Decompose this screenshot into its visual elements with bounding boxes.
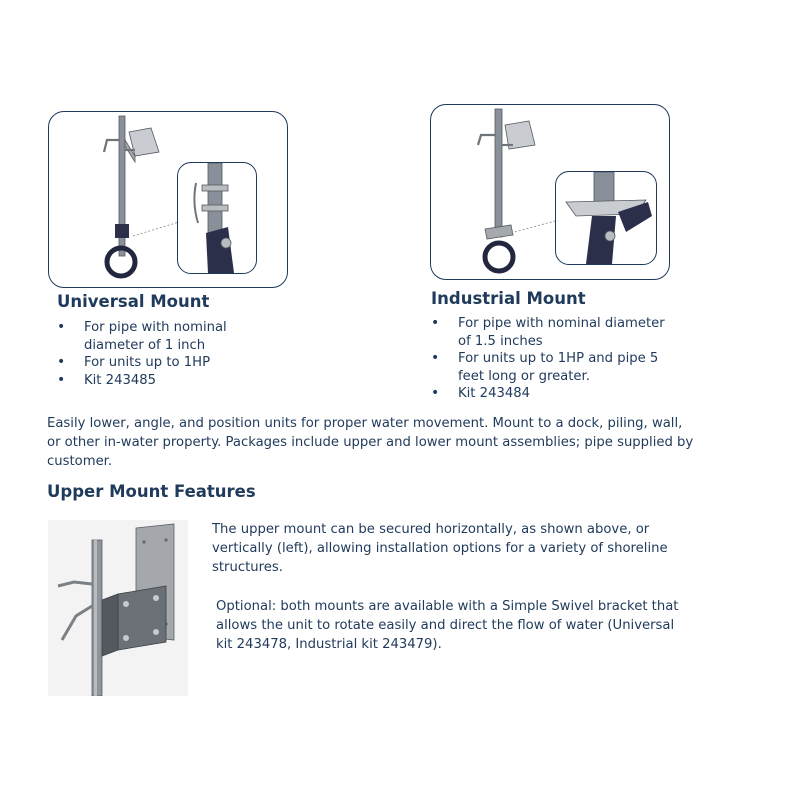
industrial-mount-title: Industrial Mount [431, 289, 586, 308]
list-item: • Kit 243484 [431, 385, 676, 403]
list-item: • Kit 243485 [57, 372, 257, 390]
universal-mount-specs [57, 319, 257, 389]
upper-mount-features-heading: Upper Mount Features [47, 482, 256, 501]
list-item: • For pipe with nominal diameter of 1 inch [57, 319, 257, 354]
industrial-mount-specs [431, 315, 676, 403]
list-item: • For units up to 1HP [57, 354, 257, 372]
list-item: • For pipe with nominal diameter of 1.5 inches [431, 315, 676, 350]
universal-mount-illustration [48, 111, 288, 288]
intro-paragraph: Easily lower, angle, and position units for proper water movement. Mount to a dock, piling, wall, or other in-water property. Packages include upper and lower mount assemblies; pipe supplied by customer. [47, 416, 694, 469]
list-item: • For units up to 1HP and pipe 5 feet long or greater. [431, 350, 676, 385]
industrial-detail-inset [555, 171, 657, 265]
universal-mount-title: Universal Mount [57, 292, 210, 311]
industrial-detail-drawing [556, 172, 656, 264]
universal-detail-inset [177, 162, 257, 274]
upper-mount-drawing [48, 520, 188, 696]
industrial-mount-illustration [430, 104, 670, 280]
universal-detail-drawing [178, 163, 256, 273]
upper-mount-photo [48, 520, 188, 696]
swivel-bracket-note: Optional: both mounts are available with a Simple Swivel bracket that allows the unit to rotate easily and direct the flow of water (Universal kit 243478, Industrial kit 243479). [216, 599, 679, 652]
upper-mount-description: The upper mount can be secured horizontally, as shown above, or vertically (left), allowing installation options for a variety of shoreline structures. [212, 522, 668, 575]
